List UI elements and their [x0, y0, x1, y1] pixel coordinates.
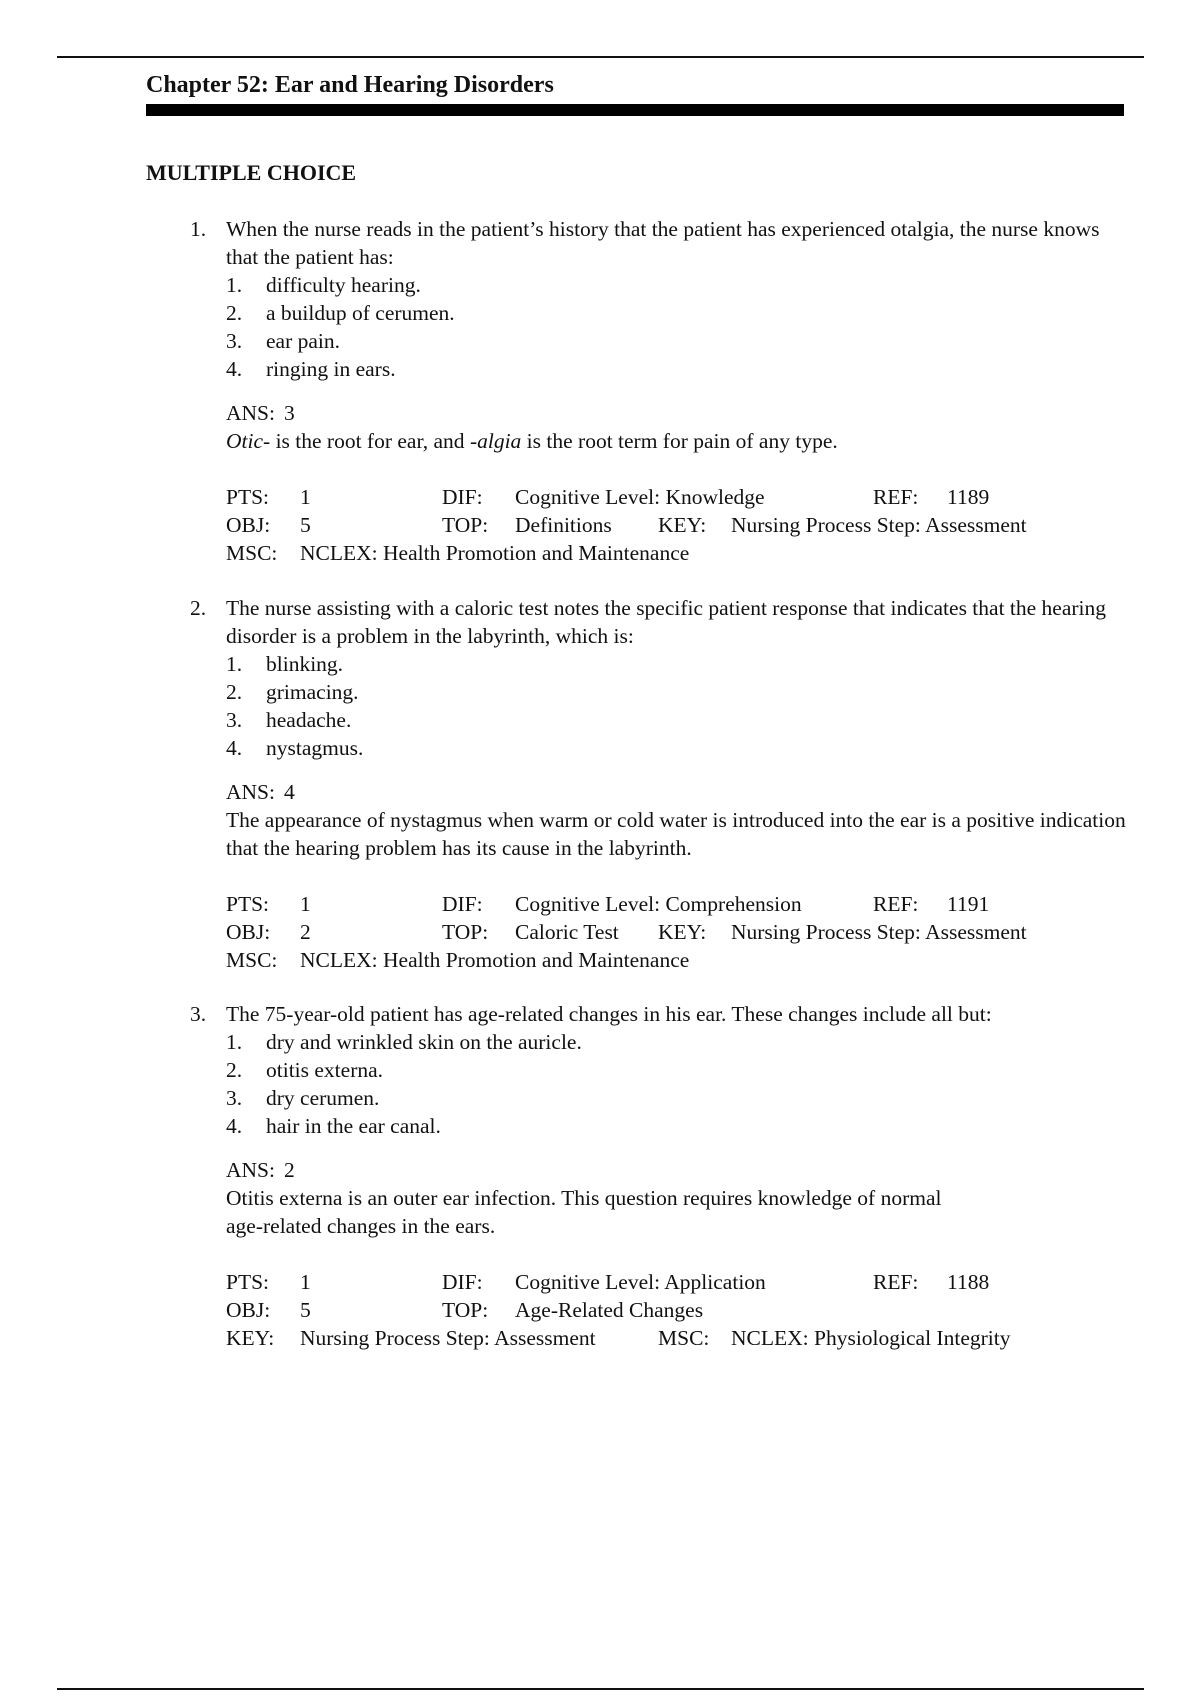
question-stem: When the nurse reads in the patient’s history that the patient has experienced otalgia, the nurse knows that the patient has: — [226, 217, 1100, 269]
answer-label: ANS: — [226, 401, 275, 425]
dif-value: Cognitive Level: Knowledge — [515, 485, 765, 509]
answer-value: 3 — [284, 401, 295, 425]
msc-value: NCLEX: Health Promotion and Maintenance — [300, 948, 690, 972]
rationale-line: age-related changes in the ears. — [226, 1214, 496, 1238]
question-metadata — [226, 1268, 1126, 1352]
msc-label: MSC: — [226, 541, 278, 565]
key-value: Nursing Process Step: Assessment — [731, 513, 1027, 537]
pts-label: PTS: — [226, 1270, 270, 1294]
metadata-row — [226, 918, 1126, 946]
option-number: 1. — [226, 273, 243, 297]
rationale-term: -algia — [469, 429, 522, 453]
obj-label: OBJ: — [226, 920, 271, 944]
dif-label: DIF: — [442, 485, 483, 509]
answer-option — [226, 706, 1126, 734]
question-body — [226, 1000, 1126, 1352]
answer-value: 2 — [284, 1158, 295, 1182]
metadata-row — [226, 1268, 1126, 1296]
question-metadata — [226, 890, 1126, 974]
key-label: KEY: — [658, 513, 707, 537]
answer-option — [226, 734, 1126, 762]
key-value: Nursing Process Step: Assessment — [300, 1326, 596, 1350]
option-number: 3. — [226, 329, 243, 353]
question-metadata — [226, 483, 1126, 567]
chapter-title: Chapter 52: Ear and Hearing Disorders — [146, 72, 554, 98]
pts-value: 1 — [300, 892, 311, 916]
answer-option — [226, 650, 1126, 678]
answer-options — [226, 271, 1126, 383]
question-stem: The nurse assisting with a caloric test notes the specific patient response that indicates that the hearing disorder is a problem in the labyrinth, which is: — [226, 596, 1107, 648]
ref-value: 1191 — [947, 892, 990, 916]
metadata-row — [226, 1296, 1126, 1324]
key-label: KEY: — [226, 1326, 275, 1350]
option-number: 4. — [226, 736, 243, 760]
answer-label: ANS: — [226, 780, 275, 804]
question-body — [226, 215, 1126, 567]
rationale: The appearance of nystagmus when warm or cold water is introduced into the ear is a positive indication that the hearing problem has its cause in the labyrinth. — [226, 808, 1126, 860]
question-number: 1. — [190, 217, 207, 241]
question-number: 2. — [190, 596, 207, 620]
option-number: 3. — [226, 708, 243, 732]
obj-label: OBJ: — [226, 1298, 271, 1322]
answer-line — [226, 778, 1126, 806]
metadata-row — [226, 890, 1126, 918]
answer-option — [226, 678, 1126, 706]
top-rule — [57, 56, 1144, 58]
pts-label: PTS: — [226, 485, 270, 509]
option-number: 2. — [226, 1058, 243, 1082]
answer-option — [226, 327, 1126, 355]
obj-value: 5 — [300, 513, 311, 537]
msc-value: NCLEX: Physiological Integrity — [731, 1326, 1011, 1350]
option-text: hair in the ear canal. — [266, 1114, 441, 1138]
option-text: grimacing. — [266, 680, 359, 704]
option-text: nystagmus. — [266, 736, 364, 760]
dif-label: DIF: — [442, 892, 483, 916]
answer-option — [226, 355, 1126, 383]
metadata-row — [226, 946, 1126, 974]
bottom-rule — [57, 1688, 1144, 1690]
question-body — [226, 594, 1126, 974]
option-text: a buildup of cerumen. — [266, 301, 455, 325]
obj-value: 5 — [300, 1298, 311, 1322]
ref-label: REF: — [873, 1270, 919, 1294]
option-text: blinking. — [266, 652, 344, 676]
rationale-line: Otitis externa is an outer ear infection. This question requires knowledge of normal — [226, 1186, 942, 1210]
top-value: Age-Related Changes — [515, 1298, 704, 1322]
key-label: KEY: — [658, 920, 707, 944]
section-heading: MULTIPLE CHOICE — [146, 160, 357, 185]
metadata-row — [226, 539, 1126, 567]
rationale — [226, 427, 1126, 455]
metadata-row — [226, 511, 1126, 539]
option-number: 3. — [226, 1086, 243, 1110]
answer-option — [226, 1028, 1126, 1056]
obj-value: 2 — [300, 920, 311, 944]
answer-option — [226, 1056, 1126, 1084]
ref-label: REF: — [873, 485, 919, 509]
option-text: dry and wrinkled skin on the auricle. — [266, 1030, 582, 1054]
option-number: 2. — [226, 680, 243, 704]
top-label: TOP: — [442, 1298, 489, 1322]
option-text: ear pain. — [266, 329, 341, 353]
metadata-row — [226, 1324, 1126, 1352]
answer-option — [226, 271, 1126, 299]
option-number: 4. — [226, 1114, 243, 1138]
msc-label: MSC: — [226, 948, 278, 972]
dif-value: Cognitive Level: Application — [515, 1270, 766, 1294]
rationale — [226, 1184, 1126, 1240]
option-number: 1. — [226, 652, 243, 676]
ref-value: 1189 — [947, 485, 990, 509]
pts-value: 1 — [300, 485, 311, 509]
top-label: TOP: — [442, 920, 489, 944]
answer-line — [226, 1156, 1126, 1184]
top-value: Definitions — [515, 513, 612, 537]
top-label: TOP: — [442, 513, 489, 537]
key-value: Nursing Process Step: Assessment — [731, 920, 1027, 944]
option-text: dry cerumen. — [266, 1086, 380, 1110]
answer-option — [226, 1112, 1126, 1140]
rationale-text: is the root for ear, and — [270, 429, 470, 453]
option-number: 1. — [226, 1030, 243, 1054]
title-bar — [146, 104, 1124, 116]
ref-value: 1188 — [947, 1270, 990, 1294]
option-text: headache. — [266, 708, 352, 732]
pts-label: PTS: — [226, 892, 270, 916]
answer-option — [226, 1084, 1126, 1112]
rationale-term: Otic- — [226, 429, 271, 453]
option-text: ringing in ears. — [266, 357, 396, 381]
answer-value: 4 — [284, 780, 295, 804]
obj-label: OBJ: — [226, 513, 271, 537]
rationale-text: is the root term for pain of any type. — [521, 429, 838, 453]
dif-value: Cognitive Level: Comprehension — [515, 892, 802, 916]
pts-value: 1 — [300, 1270, 311, 1294]
answer-option — [226, 299, 1126, 327]
option-text: difficulty hearing. — [266, 273, 421, 297]
option-number: 2. — [226, 301, 243, 325]
dif-label: DIF: — [442, 1270, 483, 1294]
answer-options — [226, 1028, 1126, 1140]
msc-label: MSC: — [658, 1326, 710, 1350]
question-number: 3. — [190, 1002, 207, 1026]
metadata-row — [226, 483, 1126, 511]
option-text: otitis externa. — [266, 1058, 384, 1082]
answer-line — [226, 399, 1126, 427]
top-value: Caloric Test — [515, 920, 619, 944]
option-number: 4. — [226, 357, 243, 381]
answer-options — [226, 650, 1126, 762]
answer-label: ANS: — [226, 1158, 275, 1182]
ref-label: REF: — [873, 892, 919, 916]
msc-value: NCLEX: Health Promotion and Maintenance — [300, 541, 690, 565]
question-stem: The 75-year-old patient has age-related changes in his ear. These changes include all but: — [226, 1002, 992, 1026]
